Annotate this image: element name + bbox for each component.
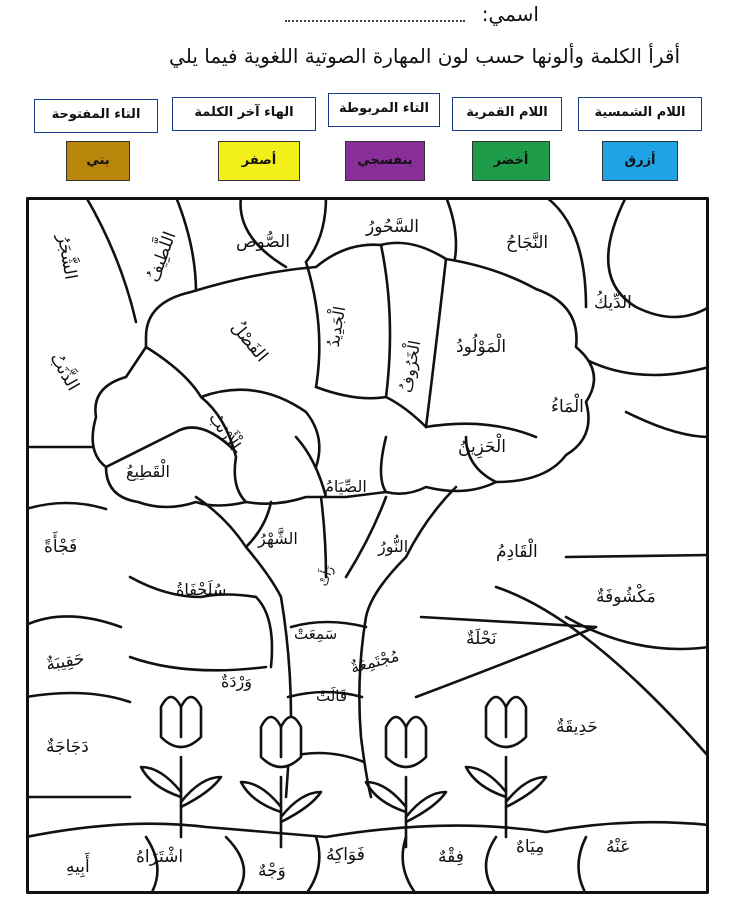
word-region[interactable]: الشَّهْرُ [258,529,298,548]
word-region[interactable]: فَجْأَةً [44,537,78,557]
word-region[interactable]: دَجَاجَةٌ [46,737,89,757]
word-region[interactable]: اشْتَرَاهُ [136,847,184,867]
word-region[interactable]: حَدِيقَةٌ [556,717,598,737]
word-region[interactable]: نَحْلَةٌ [466,629,497,649]
word-region[interactable]: الْقَادِمُ [496,542,538,562]
word-region[interactable]: مَكْشُوفَةٌ [596,587,656,607]
word-region[interactable]: الصُّوص [236,232,290,252]
word-region[interactable]: الصِّيَامُ [324,477,367,496]
key-swatch-brown: بني [66,141,130,181]
word-region[interactable]: الْحَزِينُ [458,437,506,457]
word-region[interactable]: النُّورُ [378,537,409,556]
word-region[interactable]: اللَّطِيفُ [143,229,181,285]
word-region[interactable]: قَالَتْ [316,687,348,705]
key-label-moon-lam: اللام القمرية [452,97,562,131]
word-region[interactable]: الْخَرُوفُ [396,338,425,395]
word-region[interactable]: مِيَاهٌ [516,837,545,857]
instruction-text: أقرأ الكلمة وألونها حسب لون المهارة الصوتية اللغوية فيما يلي [169,44,680,68]
key-label-final-haa: الهاء آخر الكلمة [172,97,316,131]
word-region[interactable]: الْمَوْلُودُ [456,337,507,357]
word-region[interactable]: مُجْتَمِعَةٌ [348,645,401,678]
key-swatch-blue: أزرق [602,141,678,181]
word-region[interactable]: رَأَتْ [316,564,337,588]
word-region[interactable]: الدِّيكُ [594,293,632,313]
key-label-taa-marbuta: التاء المربوطة [328,93,440,127]
word-region[interactable]: وَرْدَةٌ [221,672,252,691]
word-region[interactable]: النَّجَاحُ [506,233,549,253]
word-region[interactable]: وَجْهٌ [258,861,286,881]
word-region[interactable]: الشَّجَرُ [52,232,81,282]
student-name-field[interactable] [285,4,545,30]
key-swatch-green: أخضر [472,141,550,181]
key-swatch-yellow: أصفر [218,141,300,181]
word-region[interactable]: السَّحُورُ [366,217,420,237]
word-region[interactable]: سُلَحْفَاةُ [176,580,227,599]
word-region[interactable]: الْقَطِيعُ [126,462,170,481]
word-region[interactable]: الْجَدِيدُ [323,304,350,349]
key-label-open-taa: التاء المفتوحة [34,99,158,133]
word-region[interactable]: الْأَرْنَبُ [205,409,245,454]
word-region[interactable]: فَوَاكِهُ [326,845,365,865]
word-region[interactable]: أَبِيهِ [66,857,90,877]
key-label-sun-lam: اللام الشمسية [578,97,702,131]
word-region[interactable]: الْمَاءُ [551,397,584,417]
word-region[interactable]: الذَّنَبُ [45,349,83,395]
name-label: اسمي: [481,2,539,26]
word-region[interactable]: فِقْهٌ [438,847,464,867]
word-region[interactable]: الفَصْلُ [226,317,272,367]
word-region[interactable]: عَنْهُ [606,837,631,857]
name-dotted-line [285,20,465,22]
key-swatch-purple: بنفسجي [345,141,425,181]
word-region[interactable]: سَمِعَتْ [294,625,338,643]
word-region[interactable]: حَقِيبَةٌ [44,648,86,676]
coloring-puzzle[interactable] [26,197,709,894]
